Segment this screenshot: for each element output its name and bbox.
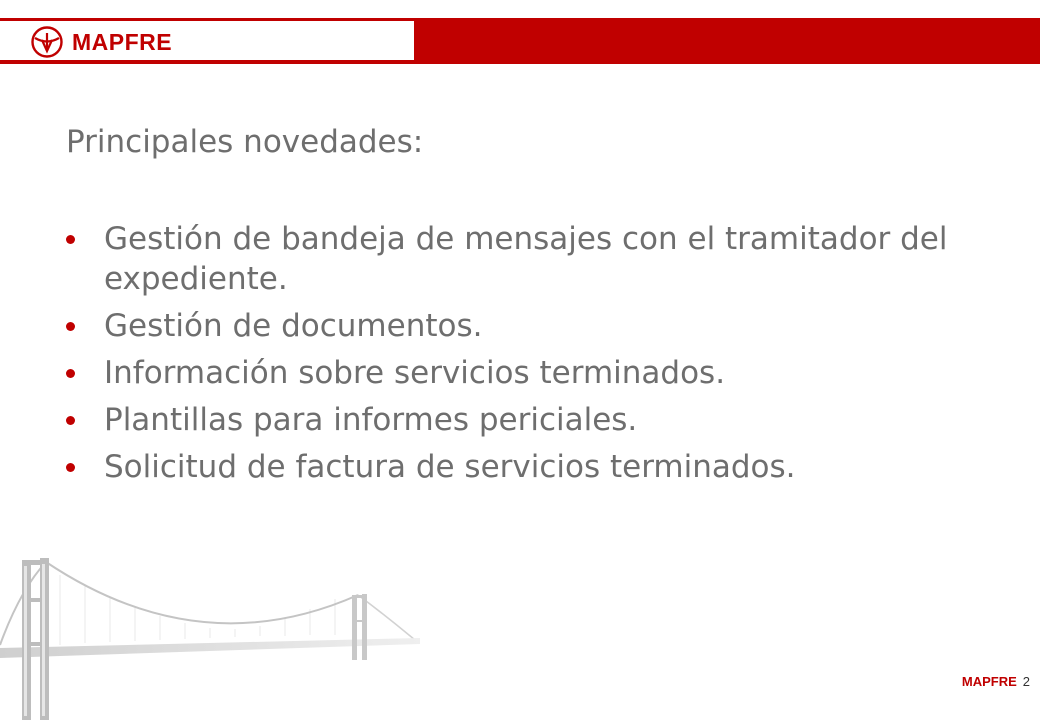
bullet-item xyxy=(66,353,986,393)
page-number: 2 xyxy=(1022,674,1030,689)
bullet-text: Gestión de bandeja de mensajes con el tramitador del expediente. xyxy=(104,221,948,297)
bullet-dot-icon xyxy=(66,322,75,331)
bullet-item xyxy=(66,306,986,346)
bullet-dot-icon xyxy=(66,463,75,472)
mapfre-emblem-icon xyxy=(30,25,64,59)
bullet-text: Plantillas para informes periciales. xyxy=(104,402,638,438)
bullet-text: Solicitud de factura de servicios terminados. xyxy=(104,449,796,485)
bullet-dot-icon xyxy=(66,416,75,425)
brand-logo-text: MAPFRE xyxy=(72,29,173,55)
bullet-text: Gestión de documentos. xyxy=(104,308,483,344)
bullet-item xyxy=(66,400,986,440)
bridge-illustration-icon xyxy=(0,550,420,720)
bullet-dot-icon xyxy=(66,235,75,244)
footer-brand xyxy=(962,674,1030,690)
bullet-item xyxy=(66,219,986,299)
footer-brand-text: MAPFRE xyxy=(961,674,1017,689)
bullet-text: Información sobre servicios terminados. xyxy=(104,355,726,391)
slide-title: Principales novedades: xyxy=(66,124,424,160)
bullet-item xyxy=(66,447,986,487)
bullet-dot-icon xyxy=(66,369,75,378)
bullet-list xyxy=(66,219,986,494)
